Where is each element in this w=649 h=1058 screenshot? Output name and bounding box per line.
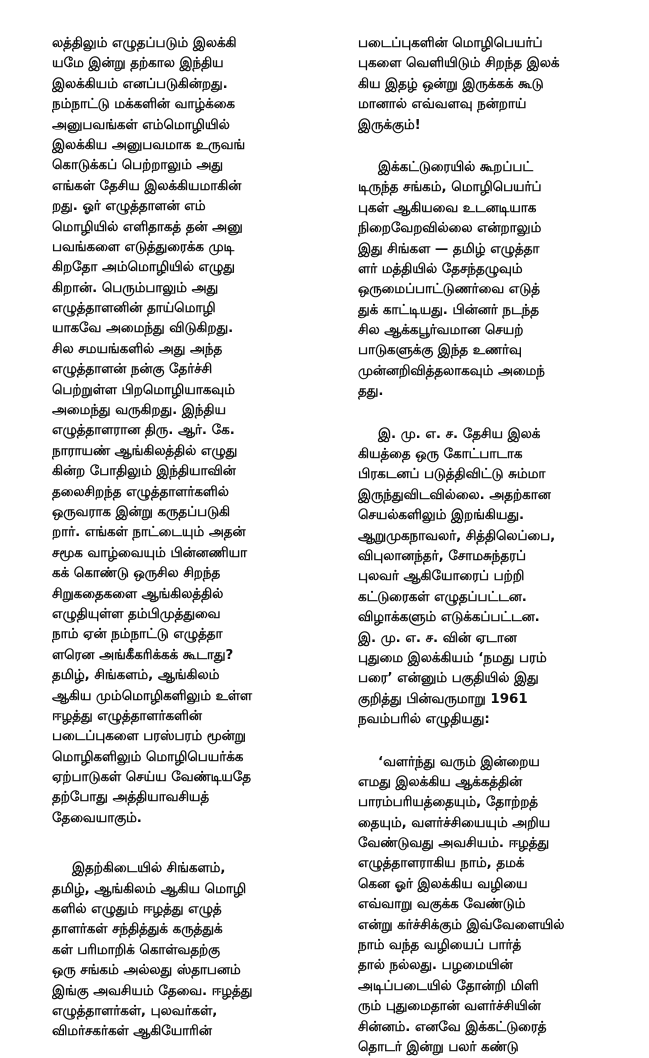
text-line: நம்நாட்டு மக்களின் வாழ்க்கை [52,95,310,115]
text-line: பிரகடனப் படுத்திவிட்டு சும்மா [358,465,620,485]
text-line: தையும், வளர்ச்சியையும் அறிய [358,814,620,834]
text-line: மொழிகளிலும் மொழிபெயர்க்க [52,748,310,768]
text-line: தற்போது அத்தியாவசியத் [52,788,310,808]
text-line: இதற்கிடையில் சிங்களம், [52,859,310,879]
text-line: புகள் ஆகியவை உடனடியாக [358,199,620,219]
text-line: நாம் வந்த வழியைப் பார்த் [358,936,620,956]
text-line: எழுத்தாளர்கள், புலவர்கள், [52,1002,310,1022]
paragraph-right-2 [358,158,620,403]
paragraph-left-1 [52,34,310,829]
text-line: விழாக்களும் எடுக்கப்பட்டன. [358,608,620,628]
text-line: றது. ஓர் எழுத்தாளன் எம் [52,197,310,217]
text-line: தேவையாகும். [52,809,310,829]
right-column [358,34,620,1058]
text-line: லத்திலும் எழுதப்படும் இலக்கி [52,34,310,54]
text-line: ஒருமைப்பாட்டுணர்வை எடுத் [358,280,620,300]
text-line: இருக்கும்! [358,116,620,136]
text-line: பாடுகளுக்கு இந்த உணர்வு [358,341,620,361]
text-line: சின்னம். எனவே இக்கட்டுரைத் [358,1018,620,1038]
text-line: இ. மு. எ. ச. தேசிய இலக் [358,425,620,445]
text-line: கக் கொண்டு ஒருசில சிறந்த [52,564,310,584]
text-line: எங்கள் தேசிய இலக்கியமாகின் [52,177,310,197]
text-line: அனுபவங்கள் எம்மொழியில் [52,116,310,136]
text-line: நவம்பரில் எழுதியது: [358,710,620,730]
text-line: களில் எழுதும் ஈழத்து எழுத் [52,900,310,920]
text-line: இக்கட்டுரையில் கூறப்பட் [358,158,620,178]
text-line: அமைந்து வருகிறது. இந்திய [52,401,310,421]
text-line: செயல்களிலும் இறங்கியது. [358,506,620,526]
text-line: புகளை வெளியிடும் சிறந்த இலக் [358,54,620,74]
paragraph-gap [358,403,620,425]
text-line: படைப்புகளை பரஸ்பரம் மூன்று [52,727,310,747]
text-line: நாராயண் ஆங்கிலத்தில் எழுது [52,442,310,462]
text-line: தமிழ், ஆங்கிலம் ஆகிய மொழி [52,880,310,900]
text-line: ஏற்பாடுகள் செய்ய வேண்டியதே [52,768,310,788]
text-line: கிறதோ அம்மொழியில் எழுது [52,258,310,278]
text-line: என்று கர்ச்சிக்கும் இவ்வேளையில் [358,916,620,936]
text-line: கிறான். பெரும்பாலும் அது [52,279,310,299]
text-line: துக் காட்டியது. பின்னர் நடந்த [358,301,620,321]
text-line: சில சமயங்களில் அது அந்த [52,340,310,360]
text-line: பாரம்பரியத்தையும், தோற்றத் [358,793,620,813]
text-line: பெற்றுள்ள பிறமொழியாகவும் [52,381,310,401]
text-line: டிருந்த சங்கம், மொழிபெயர்ப் [358,178,620,198]
text-line: சில ஆக்கபூர்வமான செயற் [358,321,620,341]
text-line: இலக்கிய அனுபவமாக உருவங் [52,136,310,156]
paragraph-gap [358,136,620,158]
text-line: தொடர் இன்று பலர் கண்டு [358,1038,620,1058]
text-line: கொடுக்கப் பெற்றாலும் அது [52,156,310,176]
text-line: அடிப்படையில் தோன்றி மிளி [358,977,620,997]
text-line: ரும் புதுமைதான் வளர்ச்சியின் [358,997,620,1017]
text-line: தது. [358,382,620,402]
text-line: நாம் ஏன் நம்நாட்டு எழுத்தா [52,625,310,645]
left-column [52,34,310,1043]
text-line: எழுத்தாளன் நன்கு தேர்ச்சி [52,360,310,380]
text-line: ஆறுமுகநாவலர், சித்திலெப்பை, [358,527,620,547]
text-line: இலக்கியம் எனப்படுகின்றது. [52,75,310,95]
text-line: ஈழத்து எழுத்தாளர்களின் [52,707,310,727]
text-line: எமது இலக்கிய ஆக்கத்தின் [358,773,620,793]
text-line: விமர்சகர்கள் ஆகியோரின் [52,1022,310,1042]
text-line: புலவர் ஆகியோரைப் பற்றி [358,567,620,587]
text-line: வேண்டுவது அவசியம். ஈழத்து [358,834,620,854]
text-line: ஒருவராக இன்று கருதப்படுகி [52,503,310,523]
text-line: நிறைவேறவில்லை என்றாலும் [358,219,620,239]
text-line: இங்கு அவசியம் தேவை. ஈழத்து [52,982,310,1002]
text-line: முன்னறிவித்தலாகவும் அமைந் [358,362,620,382]
text-line: றார். எங்கள் நாட்டையும் அதன் [52,523,310,543]
text-line: மானால் எவ்வளவு நன்றாய் [358,95,620,115]
paragraph-right-4 [358,753,620,1058]
text-line: கியத்தை ஒரு கோட்பாடாக [358,445,620,465]
text-line: எழுத்தாளராகிய நாம், தமக் [358,854,620,874]
text-line: கென ஓர் இலக்கிய வழியை [358,875,620,895]
text-line: மொழியில் எளிதாகத் தன் அனு [52,218,310,238]
text-line: எழுத்தாளனின் தாய்மொழி [52,299,310,319]
text-line: படைப்புகளின் மொழிபெயர்ப் [358,34,620,54]
text-line: தாளர்கள் சந்தித்துக் கருத்துக் [52,920,310,940]
text-line: கட்டுரைகள் எழுதப்பட்டன. [358,588,620,608]
text-line: சமூக வாழ்வையும் பின்னணியா [52,544,310,564]
text-line: ‘வளர்ந்து வரும் இன்றைய [358,753,620,773]
text-line: தமிழ், சிங்களம், ஆங்கிலம் [52,666,310,686]
text-line: தால் நல்லது. பழமையின் [358,956,620,976]
text-line: பரை’ என்னும் பகுதியில் இது [358,669,620,689]
text-line: ஒரு சங்கம் அல்லது ஸ்தாபனம் [52,961,310,981]
text-line: ளரென அங்கீகரிக்கக் கூடாது? [52,646,310,666]
text-line: விபுலானந்தர், சோமசுந்தரப் [358,547,620,567]
paragraph-right-3 [358,425,620,731]
text-line: புதுமை இலக்கியம் ‘நமது பரம் [358,649,620,669]
text-line: கிய இதழ் ஒன்று இருக்கக் கூடு [358,75,620,95]
text-line: இது சிங்கள — தமிழ் எழுத்தா [358,240,620,260]
text-line: குறித்து பின்வருமாறு 1961 [358,690,620,710]
paragraph-gap [358,731,620,753]
text-line: கின்ற போதிலும் இந்தியாவின் [52,462,310,482]
text-line: எழுதியுள்ள தம்பிமுத்துவை [52,605,310,625]
text-line: ஆகிய மும்மொழிகளிலும் உள்ள [52,687,310,707]
text-line: கள் பரிமாறிக் கொள்வதற்கு [52,941,310,961]
paragraph-gap [52,829,310,859]
text-line: சிறுகதைகளை ஆங்கிலத்தில் [52,585,310,605]
text-line: இருந்துவிடவில்லை. அதற்கான [358,486,620,506]
text-line: எழுத்தாளரான திரு. ஆர். கே. [52,421,310,441]
paragraph-right-1 [358,34,620,136]
paragraph-left-2 [52,859,310,1043]
text-line: ளர் மத்தியில் தேசந்தழுவும் [358,260,620,280]
text-line: யாகவே அமைந்து விடுகிறது. [52,319,310,339]
text-line: யமே இன்று தற்கால இந்திய [52,54,310,74]
text-line: எவ்வாறு வகுக்க வேண்டும் [358,895,620,915]
text-line: இ. மு. எ. ச. வின் ஏடான [358,629,620,649]
text-line: பவங்களை எடுத்துரைக்க முடி [52,238,310,258]
text-line: தலைசிறந்த எழுத்தாளர்களில் [52,483,310,503]
